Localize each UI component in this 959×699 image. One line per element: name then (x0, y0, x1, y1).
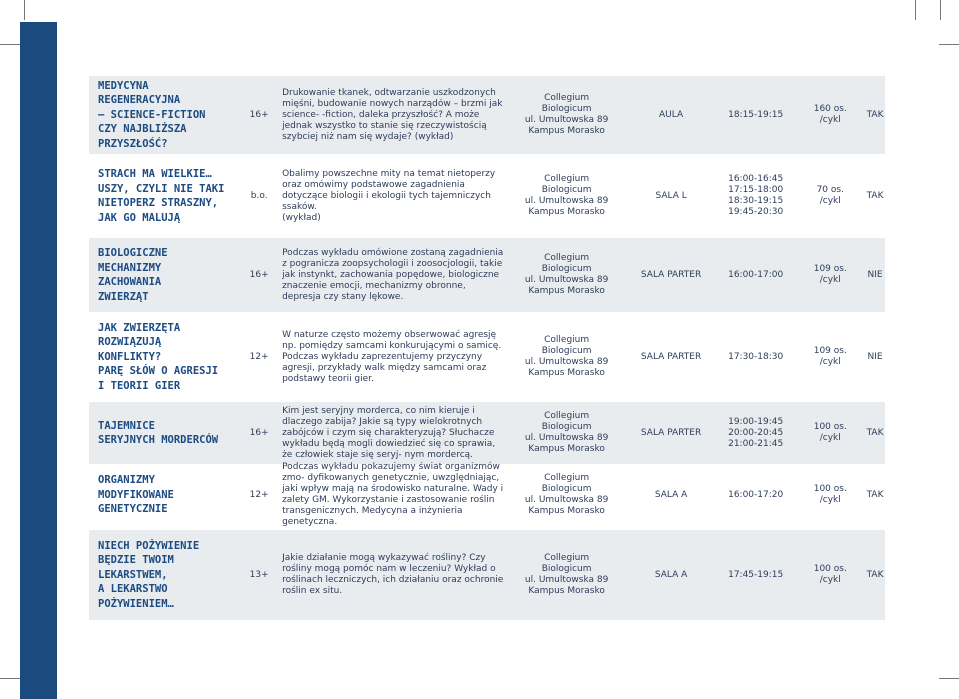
lecture-title: STRACH MA WIELKIE… USZY, CZYLI NIE TAKI NIETOPERZ STRASZNY, JAK GO MALUJĄ (98, 168, 225, 224)
table-row (89, 316, 885, 398)
table-row (89, 462, 885, 527)
venue: Collegium Biologicum ul. Umultowska 89 Kampus Morasko (524, 335, 609, 378)
venue: Collegium Biologicum ul. Umultowska 89 Kampus Morasko (524, 253, 609, 296)
side-color-bar (20, 22, 57, 699)
venue: Collegium Biologicum ul. Umultowska 89 Kampus Morasko (524, 174, 609, 217)
table-row (89, 158, 885, 234)
time: 16:00-17:00 (728, 269, 784, 280)
lecture-description: Jakie działanie mogą wykazywać rośliny? Czy rośliny mogą pomóc nam w leczeniu? Wykład o roślinach leczniczych, ich działaniu oraz ochronie roślin ex situ. (282, 553, 504, 596)
registration-flag: TAK (866, 489, 884, 500)
capacity: 100 os. /cykl (813, 484, 847, 505)
lecture-description: Drukowanie tkanek, odtwarzanie uszkodzonych mięśni, budowanie nowych narządów – brzmi jak science- -fiction, daleka przyszłość? A może jednak wszystko to stanie się rzeczywistością szybciej niż nam się wydaje? (wykład) (282, 87, 503, 142)
crop-mark (940, 0, 941, 20)
venue: Collegium Biologicum ul. Umultowska 89 Kampus Morasko (524, 473, 609, 516)
capacity: 109 os. /cykl (813, 346, 847, 367)
lecture-title: ORGANIZMY MODYFIKOWANE GENETYCZNIE (98, 474, 174, 516)
capacity: 109 os. /cykl (813, 264, 847, 285)
age-limit: 16+ (249, 269, 269, 280)
lecture-description: Obalimy powszechne mity na temat nietoperzy oraz omówimy podstawowe zagadnienia dotyczące biologii i ekologii tych tajemniczych ssaków. (wykład) (282, 168, 496, 223)
age-limit: 13+ (249, 569, 269, 580)
age-limit: b.o. (250, 190, 268, 201)
registration-flag: TAK (866, 109, 884, 120)
lecture-description: Kim jest seryjny morderca, co nim kieruje i dlaczego zabija? Jakie są typy wielokrotnych zabójców i czym się charakteryzują? Słuchacze wykładu będą mogli dowiedzieć się co sprawia, że człowiek staje się seryj- nym mordercą. (282, 405, 496, 460)
time: 19:00-19:45 20:00-20:45 21:00-21:45 (728, 416, 784, 449)
time: 17:45-19:15 (728, 569, 784, 580)
age-limit: 16+ (249, 427, 269, 438)
registration-flag: TAK (866, 190, 884, 201)
lecture-title: JAK ZWIERZĘTA ROZWIĄZUJĄ KONFLIKTY? PARĘ SŁÓW O AGRESJI I TEORII GIER (98, 321, 219, 392)
crop-mark (0, 44, 20, 45)
venue: Collegium Biologicum ul. Umultowska 89 Kampus Morasko (524, 93, 609, 136)
room: AULA (659, 109, 684, 120)
room: SALA PARTER (640, 427, 702, 438)
table-row (89, 76, 885, 154)
lecture-title: BIOLOGICZNE MECHANIZMY ZACHOWANIA ZWIERZĄT (98, 247, 168, 303)
crop-mark (915, 0, 916, 20)
lecture-description: W naturze często możemy obserwować agresję np. pomiędzy samcami konkurującymi o samicę. Podczas wykładu zaprezentujemy przyczyny agresji, przykłady walk między samcami oraz podstawy teorii gier. (282, 329, 502, 384)
registration-flag: TAK (866, 569, 884, 580)
time: 18:15-19:15 (728, 109, 784, 120)
age-limit: 12+ (249, 489, 269, 500)
room: SALA A (654, 569, 688, 580)
lecture-description: Podczas wykładu pokazujemy świat organizmów zmo- dyfikowanych genetycznie, uwzględniając, jaki wpływ mają na środowisko naturalne. Wady i zalety GM. Wykorzystanie i zastosowanie roślin transgenicznych. Medycyna a inżynieria genetyczna. (282, 462, 504, 527)
lecture-title: TAJEMNICE SERYJNYCH MORDERCÓW (98, 419, 219, 446)
crop-mark (24, 0, 25, 20)
capacity: 100 os. /cykl (813, 564, 847, 585)
lecture-description: Podczas wykładu omówione zostaną zagadnienia z pogranicza zoopsychologii i zoosocjologii, takie jak instynkt, zachowania popędowe, biologiczne znaczenie emocji, mechanizmy obronne, depresja czy stany lękowe. (282, 247, 504, 302)
crop-mark (939, 44, 959, 45)
registration-flag: TAK (866, 427, 884, 438)
time: 16:00-17:20 (728, 489, 784, 500)
lecture-title: MEDYCYNA REGENERACYJNA – SCIENCE-FICTION CZY NAJBLIŻSZA PRZYSZŁOŚĆ? (98, 79, 206, 150)
table-row (89, 530, 885, 620)
venue: Collegium Biologicum ul. Umultowska 89 Kampus Morasko (524, 553, 609, 596)
crop-mark (0, 678, 20, 679)
venue: Collegium Biologicum ul. Umultowska 89 Kampus Morasko (524, 411, 609, 454)
lecture-title: NIECH POŻYWIENIE BĘDZIE TWOIM LEKARSTWEM, A LEKARSTWO POŻYWIENIEM… (98, 539, 200, 610)
capacity: 100 os. /cykl (813, 422, 847, 443)
registration-flag: NIE (867, 269, 883, 280)
age-limit: 12+ (249, 351, 269, 362)
table-row (89, 402, 885, 464)
crop-mark (939, 678, 959, 679)
time: 16:00-16:45 17:15-18:00 18:30-19:15 19:45-20:30 (728, 174, 784, 217)
time: 17:30-18:30 (728, 351, 784, 362)
room: SALA PARTER (640, 269, 702, 280)
table-row (89, 238, 885, 312)
capacity: 160 os. /cykl (813, 104, 847, 125)
age-limit: 16+ (249, 109, 269, 120)
room: SALA A (654, 489, 688, 500)
registration-flag: NIE (867, 351, 883, 362)
room: SALA PARTER (640, 351, 702, 362)
capacity: 70 os. /cykl (816, 185, 844, 206)
room: SALA L (655, 190, 687, 201)
